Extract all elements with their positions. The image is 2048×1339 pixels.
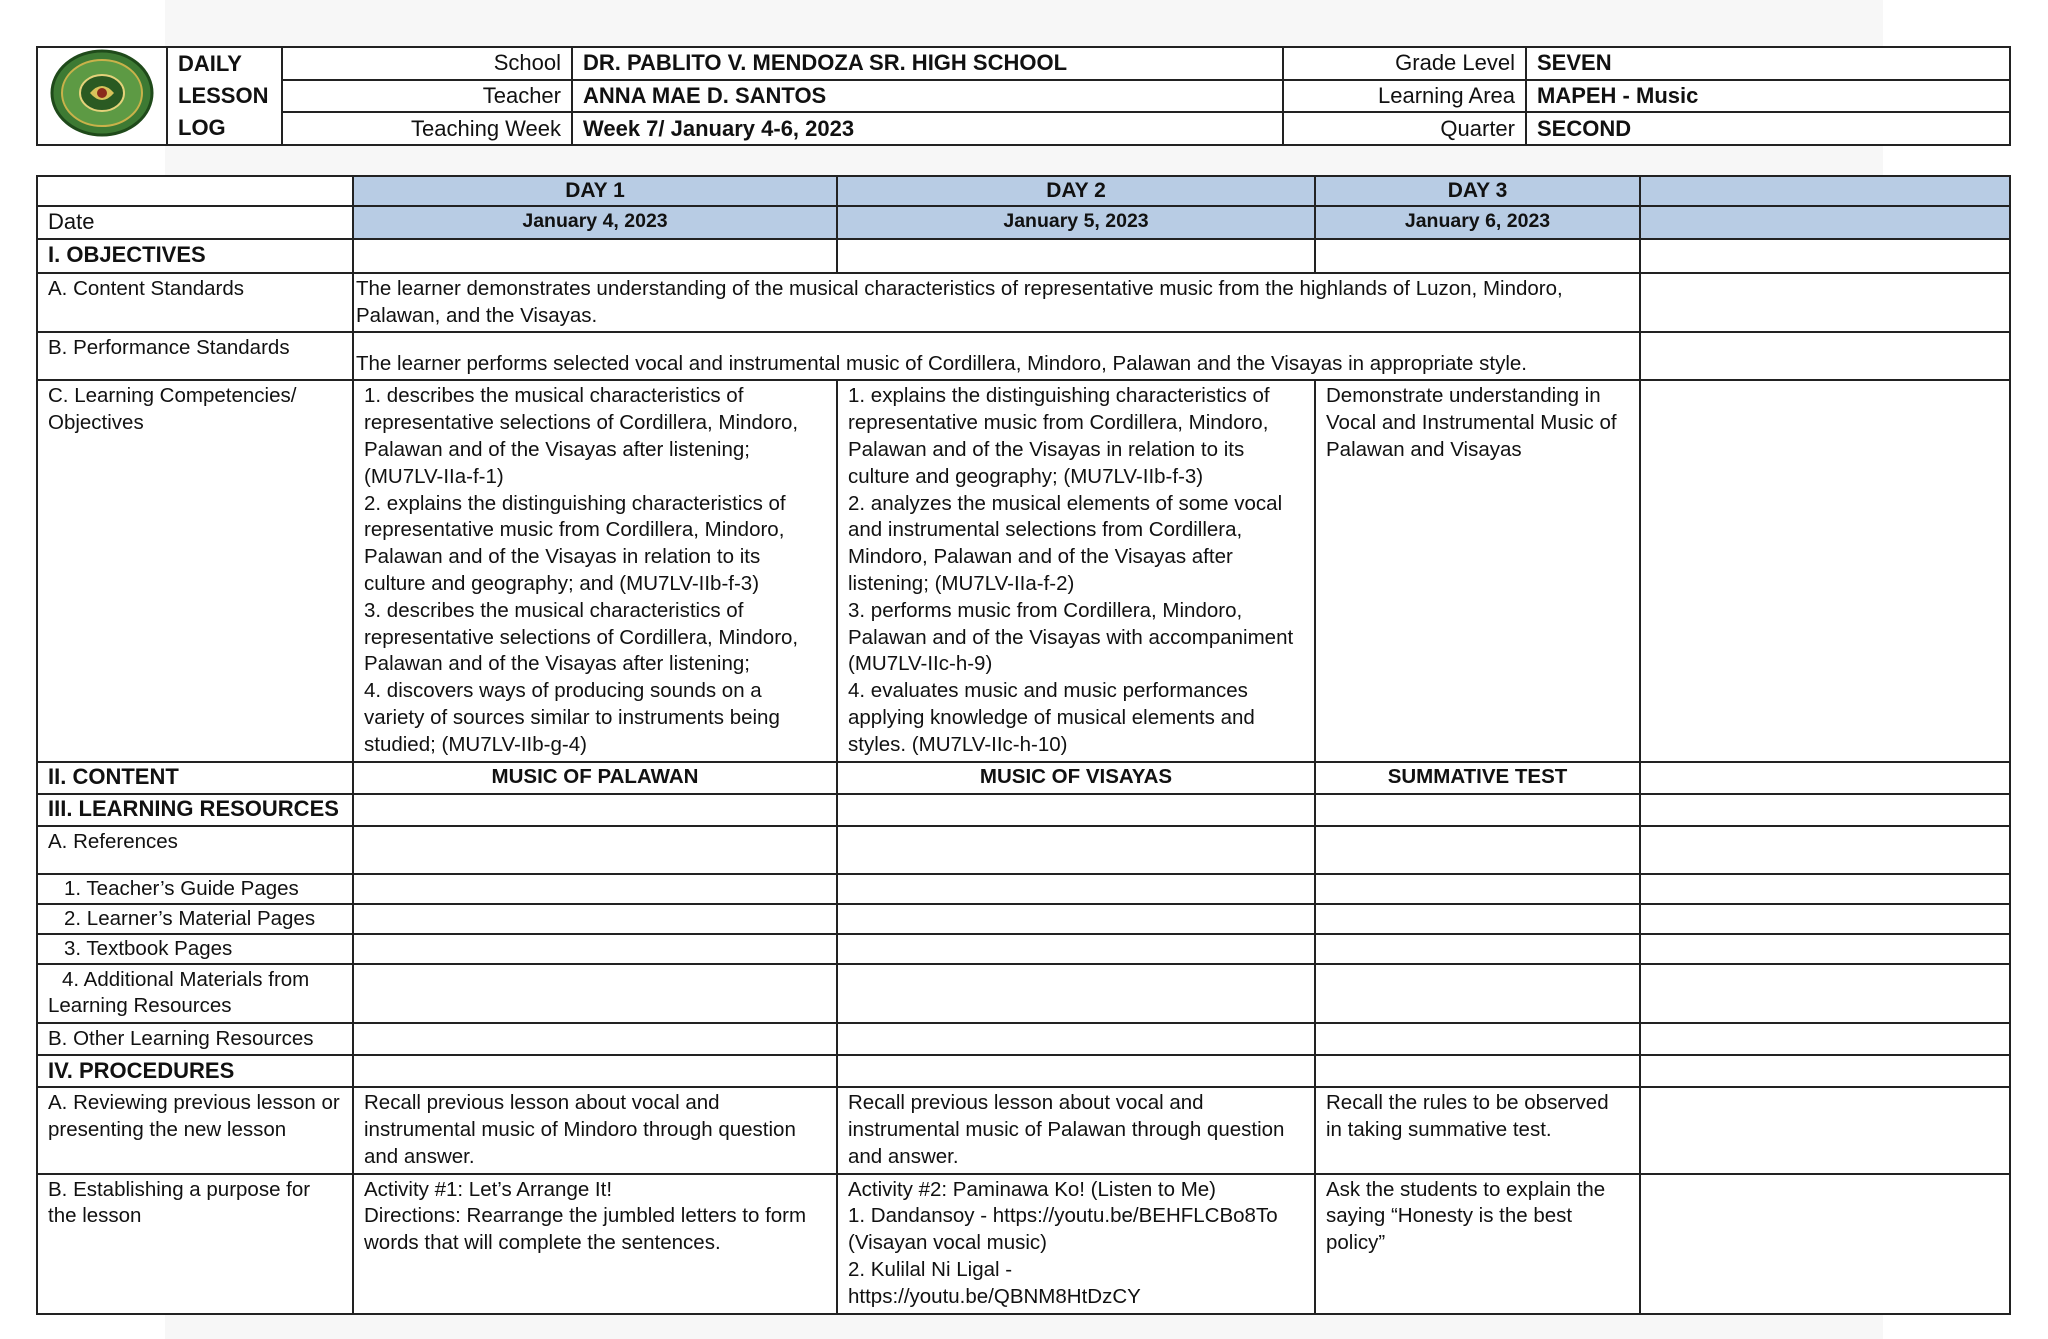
day-2-review: Recall previous lesson about vocal and instrumental music of Palawan through question and answer. <box>837 1087 1315 1173</box>
references-label: A. References <box>37 826 353 874</box>
day-header-row <box>37 176 2010 206</box>
learners-material-label: 2. Learner’s Material Pages <box>37 904 353 934</box>
resources-row <box>37 794 2010 826</box>
empty-cell <box>353 1055 837 1087</box>
competencies-row <box>37 380 2010 761</box>
empty-cell <box>1640 1055 2010 1087</box>
empty-cell <box>353 874 837 904</box>
learning-resources-heading: III. LEARNING RESOURCES <box>37 794 353 826</box>
procedures-row <box>37 1055 2010 1087</box>
learning-area-value: MAPEH - Music <box>1526 80 2010 113</box>
other-resources-row <box>37 1023 2010 1055</box>
teacher-value: ANNA MAE D. SANTOS <box>572 80 1283 113</box>
teaching-week-label: Teaching Week <box>282 112 572 145</box>
empty-cell <box>1315 239 1640 273</box>
empty-cell <box>837 964 1315 1024</box>
date-row <box>37 206 2010 239</box>
corner-cell <box>37 176 353 206</box>
empty-cell <box>1640 332 2010 380</box>
lesson-table <box>36 175 2011 1315</box>
content-standards-row <box>37 273 2010 333</box>
teaching-week-value: Week 7/ January 4-6, 2023 <box>572 112 1283 145</box>
empty-cell <box>1315 874 1640 904</box>
empty-cell <box>353 964 837 1024</box>
day-2-header: DAY 2 <box>837 176 1315 206</box>
empty-cell <box>1640 1174 2010 1314</box>
procedures-heading: IV. PROCEDURES <box>37 1055 353 1087</box>
empty-cell <box>837 934 1315 964</box>
title-line: DAILY <box>178 51 242 76</box>
empty-cell <box>837 1023 1315 1055</box>
empty-cell <box>1315 794 1640 826</box>
empty-cell <box>837 1055 1315 1087</box>
purpose-row <box>37 1174 2010 1314</box>
grade-level-value: SEVEN <box>1526 47 2010 80</box>
day-3-date: January 6, 2023 <box>1315 206 1640 239</box>
teachers-guide-label: 1. Teacher’s Guide Pages <box>37 874 353 904</box>
quarter-value: SECOND <box>1526 112 2010 145</box>
title-line: LESSON <box>178 83 269 108</box>
day-4-date <box>1640 206 2010 239</box>
review-row <box>37 1087 2010 1173</box>
empty-cell <box>1640 934 2010 964</box>
competencies-label: C. Learning Competencies/ Objectives <box>37 380 353 761</box>
content-heading: II. CONTENT <box>37 762 353 794</box>
day-3-review: Recall the rules to be observed in taking summative test. <box>1315 1087 1640 1173</box>
textbook-row <box>37 934 2010 964</box>
quarter-label: Quarter <box>1283 112 1526 145</box>
content-standards-value: The learner demonstrates understanding of the musical characteristics of representative music from the highlands of Luzon, Mindoro, Palawan, and the Visayas. <box>353 273 1640 333</box>
day-3-purpose: Ask the students to explain the saying “Honesty is the best policy” <box>1315 1174 1640 1314</box>
date-label: Date <box>37 206 353 239</box>
empty-cell <box>837 904 1315 934</box>
title-line: LOG <box>178 115 226 140</box>
textbook-label: 3. Textbook Pages <box>37 934 353 964</box>
empty-cell <box>353 239 837 273</box>
empty-cell <box>1315 904 1640 934</box>
empty-cell <box>1640 273 2010 333</box>
learners-material-row <box>37 904 2010 934</box>
day-1-date: January 4, 2023 <box>353 206 837 239</box>
empty-cell <box>1315 934 1640 964</box>
empty-cell <box>353 826 837 874</box>
references-row <box>37 826 2010 874</box>
empty-cell <box>1640 794 2010 826</box>
content-row <box>37 762 2010 794</box>
performance-standards-row <box>37 332 2010 380</box>
empty-cell <box>1640 964 2010 1024</box>
day-1-header: DAY 1 <box>353 176 837 206</box>
grade-level-label: Grade Level <box>1283 47 1526 80</box>
empty-cell <box>837 826 1315 874</box>
objectives-row <box>37 239 2010 273</box>
teacher-label: Teacher <box>282 80 572 113</box>
day-4-header <box>1640 176 2010 206</box>
performance-standards-label: B. Performance Standards <box>37 332 353 380</box>
empty-cell <box>1315 1023 1640 1055</box>
additional-materials-row <box>37 964 2010 1024</box>
empty-cell <box>837 794 1315 826</box>
school-value: DR. PABLITO V. MENDOZA SR. HIGH SCHOOL <box>572 47 1283 80</box>
empty-cell <box>1640 762 2010 794</box>
day-2-content: MUSIC OF VISAYAS <box>837 762 1315 794</box>
empty-cell <box>1315 964 1640 1024</box>
empty-cell <box>1315 1055 1640 1087</box>
content-standards-label: A. Content Standards <box>37 273 353 333</box>
learning-area-label: Learning Area <box>1283 80 1526 113</box>
empty-cell <box>353 904 837 934</box>
day-1-purpose: Activity #1: Let’s Arrange It! Directions: Rearrange the jumbled letters to form words that will complete the sentences. <box>353 1174 837 1314</box>
day-1-competencies: 1. describes the musical characteristics of representative selections of Cordillera, Mindoro, Palawan and of the Visayas after listening; (MU7LV-IIa-f-1) 2. explains the distinguishing characteristics of representative music from Cordillera, Mindoro, Palawan and of the Visayas in relation to its culture and geography; and (MU7LV-IIb-f-3) 3. describes the musical characteristics of representative selections of Cordillera, Mindoro, Palawan and of the Visayas after listening; 4. discovers ways of producing sounds on a variety of sources similar to instruments being studied; (MU7LV-IIb-g-4) <box>353 380 837 761</box>
empty-cell <box>353 934 837 964</box>
empty-cell <box>1640 904 2010 934</box>
empty-cell <box>837 239 1315 273</box>
other-resources-label: B. Other Learning Resources <box>37 1023 353 1055</box>
empty-cell <box>353 1023 837 1055</box>
empty-cell <box>1640 826 2010 874</box>
teachers-guide-row <box>37 874 2010 904</box>
day-2-competencies: 1. explains the distinguishing characteristics of representative music from Cordillera, Mindoro, Palawan and of the Visayas in relation to its culture and geography; (MU7LV-IIb-f-3) 2. analyzes the musical elements of some vocal and instrumental selections from Cordillera, Mindoro, Palawan and of the Visayas after listening; (MU7LV-IIa-f-2) 3. performs music from Cordillera, Mindoro, Palawan and of the Visayas with accompaniment (MU7LV-IIc-h-9) 4. evaluates music and music performances applying knowledge of musical elements and styles. (MU7LV-IIc-h-10) <box>837 380 1315 761</box>
day-3-header: DAY 3 <box>1315 176 1640 206</box>
school-label: School <box>282 47 572 80</box>
day-3-competencies: Demonstrate understanding in Vocal and Instrumental Music of Palawan and Visayas <box>1315 380 1640 761</box>
review-label: A. Reviewing previous lesson or presenting the new lesson <box>37 1087 353 1173</box>
empty-cell <box>1640 874 2010 904</box>
empty-cell <box>353 794 837 826</box>
empty-cell <box>1315 826 1640 874</box>
header-table <box>36 46 2011 146</box>
empty-cell <box>1640 239 2010 273</box>
objectives-heading: I. OBJECTIVES <box>37 239 353 273</box>
empty-cell <box>1640 380 2010 761</box>
performance-standards-value: The learner performs selected vocal and instrumental music of Cordillera, Mindoro, Palawan and the Visayas in appropriate style. <box>353 332 1640 380</box>
school-seal-icon <box>37 47 167 145</box>
purpose-label: B. Establishing a purpose for the lesson <box>37 1174 353 1314</box>
document-title <box>167 47 282 145</box>
day-2-date: January 5, 2023 <box>837 206 1315 239</box>
empty-cell <box>1640 1087 2010 1173</box>
empty-cell <box>837 874 1315 904</box>
day-3-content: SUMMATIVE TEST <box>1315 762 1640 794</box>
empty-cell <box>1640 1023 2010 1055</box>
day-1-content: MUSIC OF PALAWAN <box>353 762 837 794</box>
day-1-review: Recall previous lesson about vocal and instrumental music of Mindoro through question and answer. <box>353 1087 837 1173</box>
additional-materials-label: 4. Additional Materials from Learning Resources <box>37 964 353 1024</box>
day-2-purpose: Activity #2: Paminawa Ko! (Listen to Me) 1. Dandansoy - https://youtu.be/BEHFLCBo8To (Visayan vocal music) 2. Kulilal Ni Ligal - https://youtu.be/QBNM8HtDzCY <box>837 1174 1315 1314</box>
